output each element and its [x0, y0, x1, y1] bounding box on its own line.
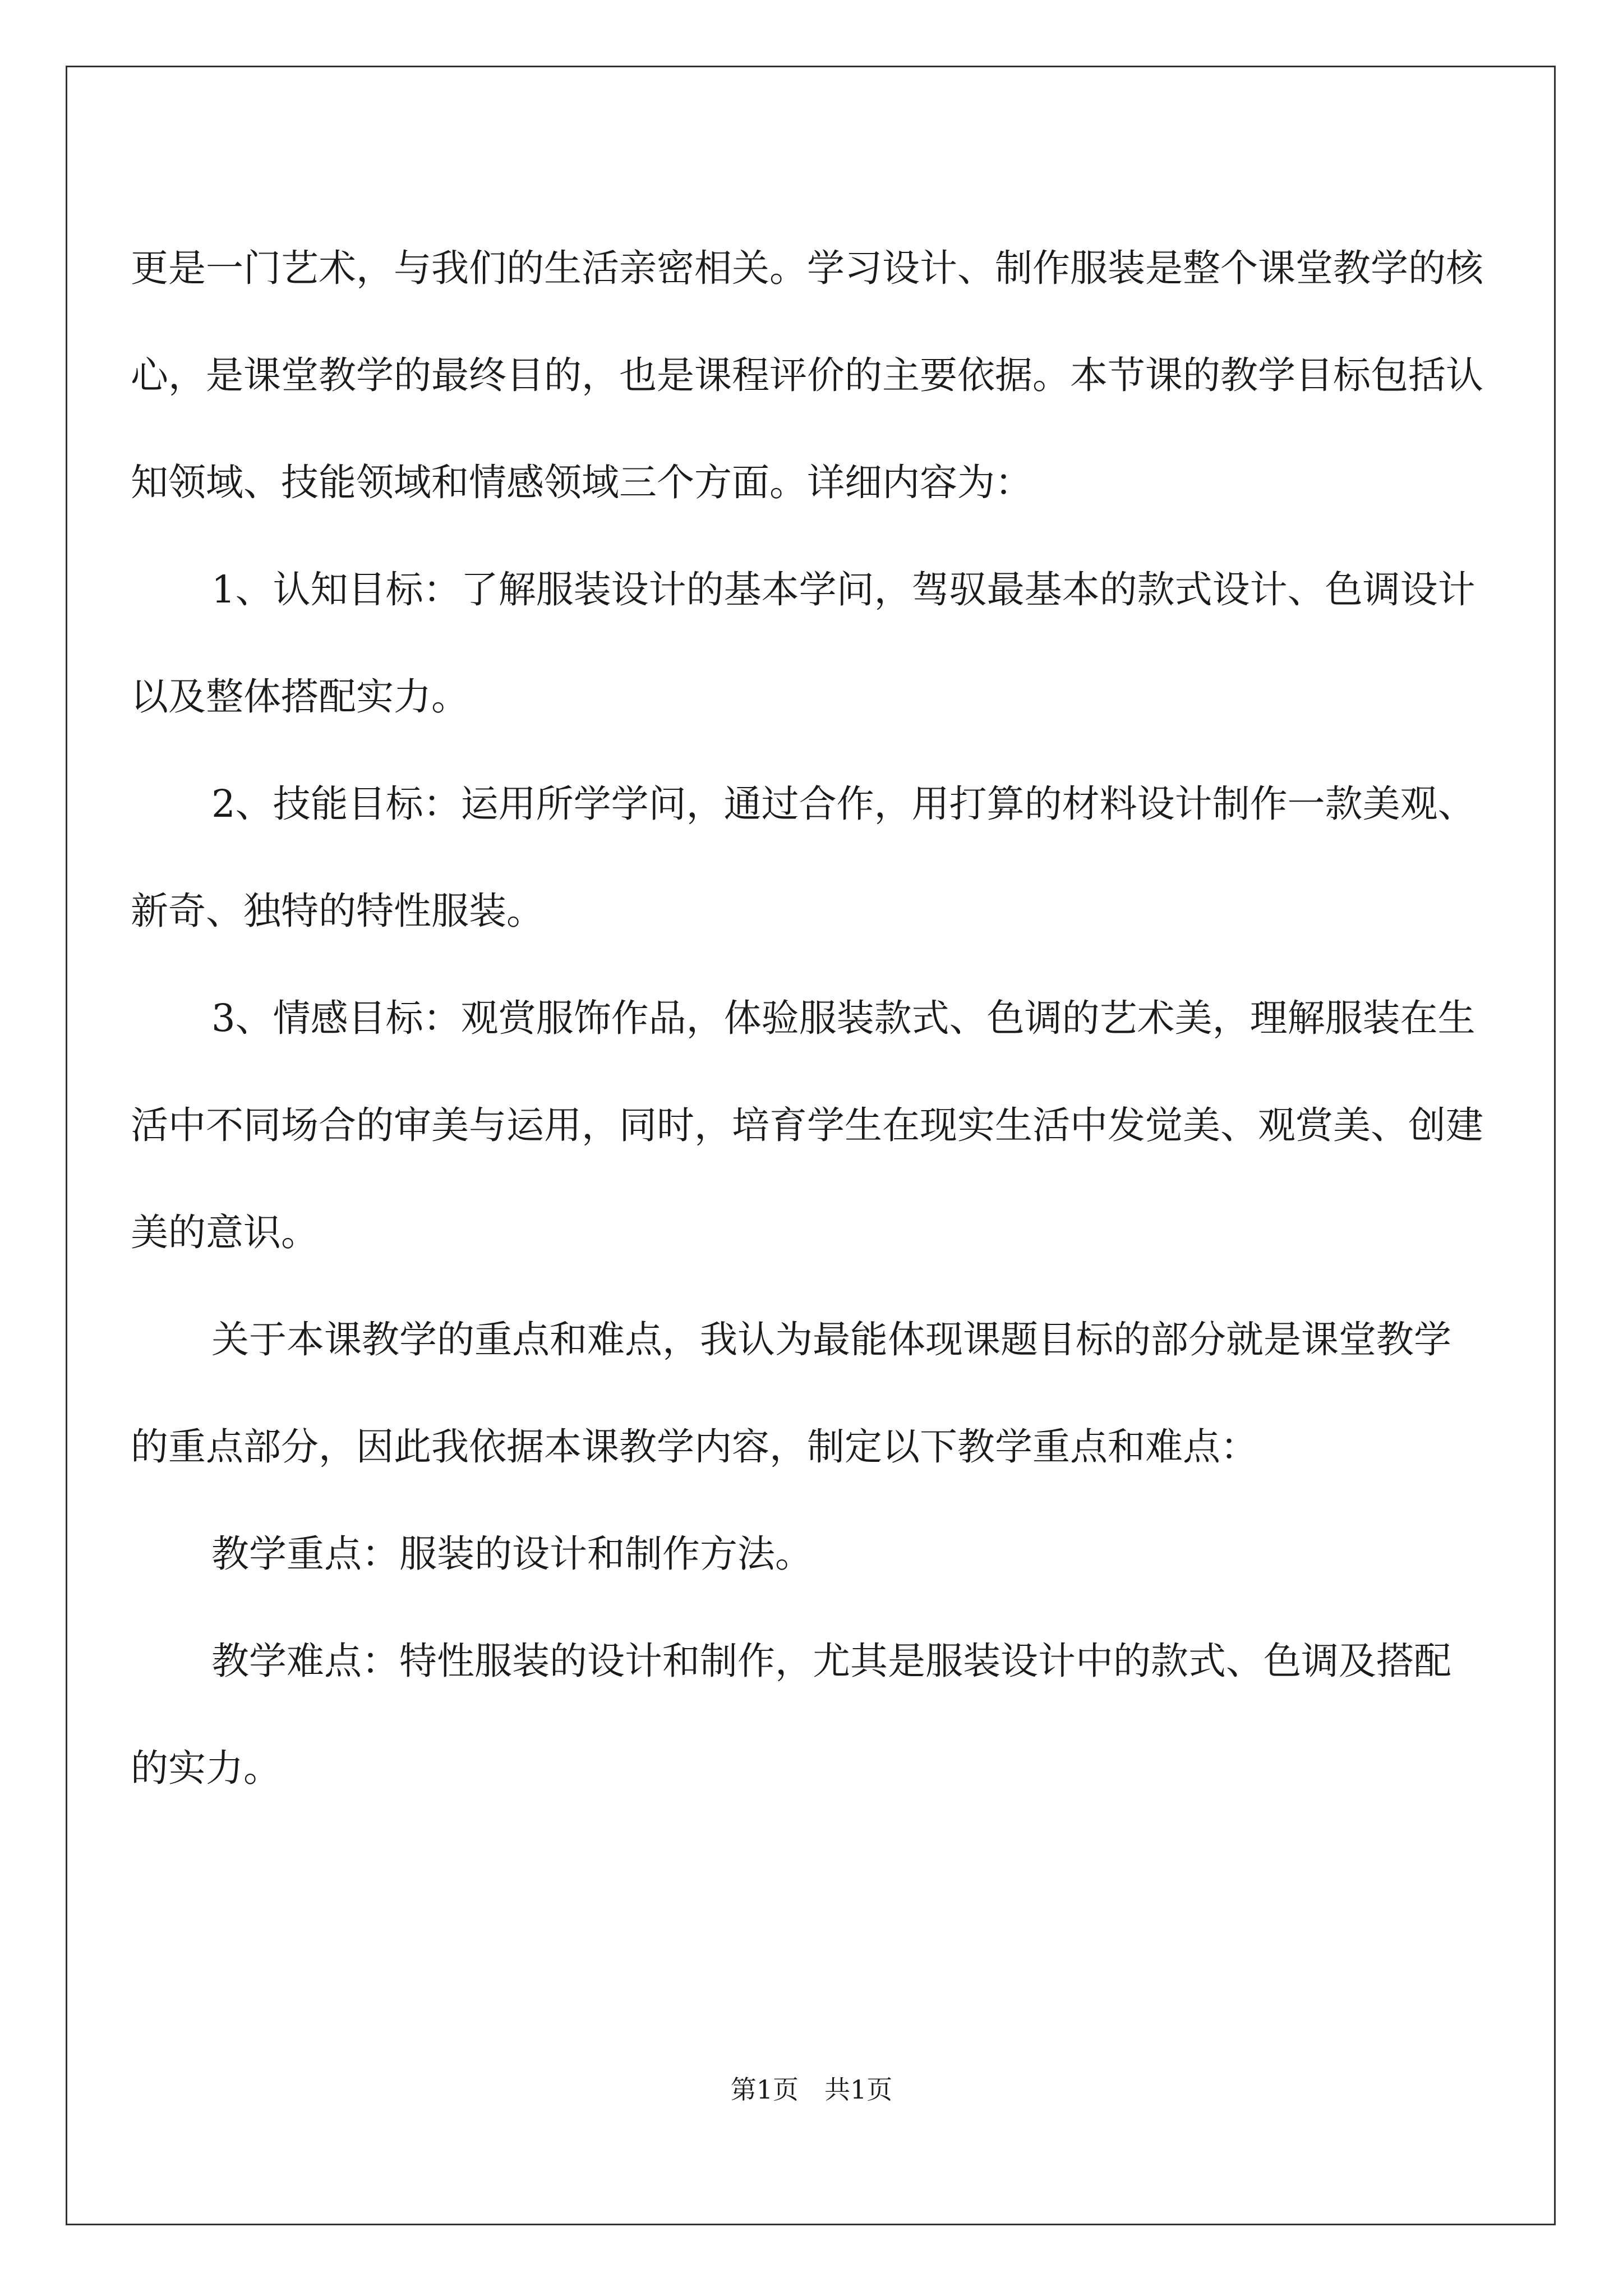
- paragraph-teaching-difficulty: 教学难点：特性服装的设计和制作，尤其是服装设计中的款式、色调及搭配的实力。: [131, 1639, 1451, 1790]
- paragraph-key-points-intro: 关于本课教学的重点和难点，我认为最能体现课题目标的部分就是课堂教学的重点部分，因此我依据本课教学内容，制定以下教学重点和难点：: [131, 1318, 1451, 1469]
- paragraph-emotion-goal: 3、情感目标：观赏服饰作品，体验服装款式、色调的艺术美，理解服装在生活中不同场合的审美与运用，同时，培育学生在现实生活中发觉美、观赏美、创建美的意识。: [131, 996, 1483, 1254]
- paragraph-cognitive-goal: 1、认知目标：了解服装设计的基本学问，驾驭最基本的款式设计、色调设计以及整体搭配实力。: [131, 568, 1476, 719]
- page-number-footer: 第1页 共1页: [730, 2074, 893, 2105]
- document-body: [131, 215, 1488, 1822]
- paragraph-skill-goal: 2、技能目标：运用所学学问，通过合作，用打算的材料设计制作一款美观、新奇、独特的特性服装。: [131, 782, 1476, 933]
- paragraph-teaching-focus: 教学重点：服装的设计和制作方法。: [211, 1532, 813, 1576]
- paragraph-intro: 更是一门艺术，与我们的生活亲密相关。学习设计、制作服装是整个课堂教学的核心，是课堂教学的最终目的，也是课程评价的主要依据。本节课的教学目标包括认知领域、技能领域和情感领域三个方面。详细内容为：: [131, 246, 1483, 504]
